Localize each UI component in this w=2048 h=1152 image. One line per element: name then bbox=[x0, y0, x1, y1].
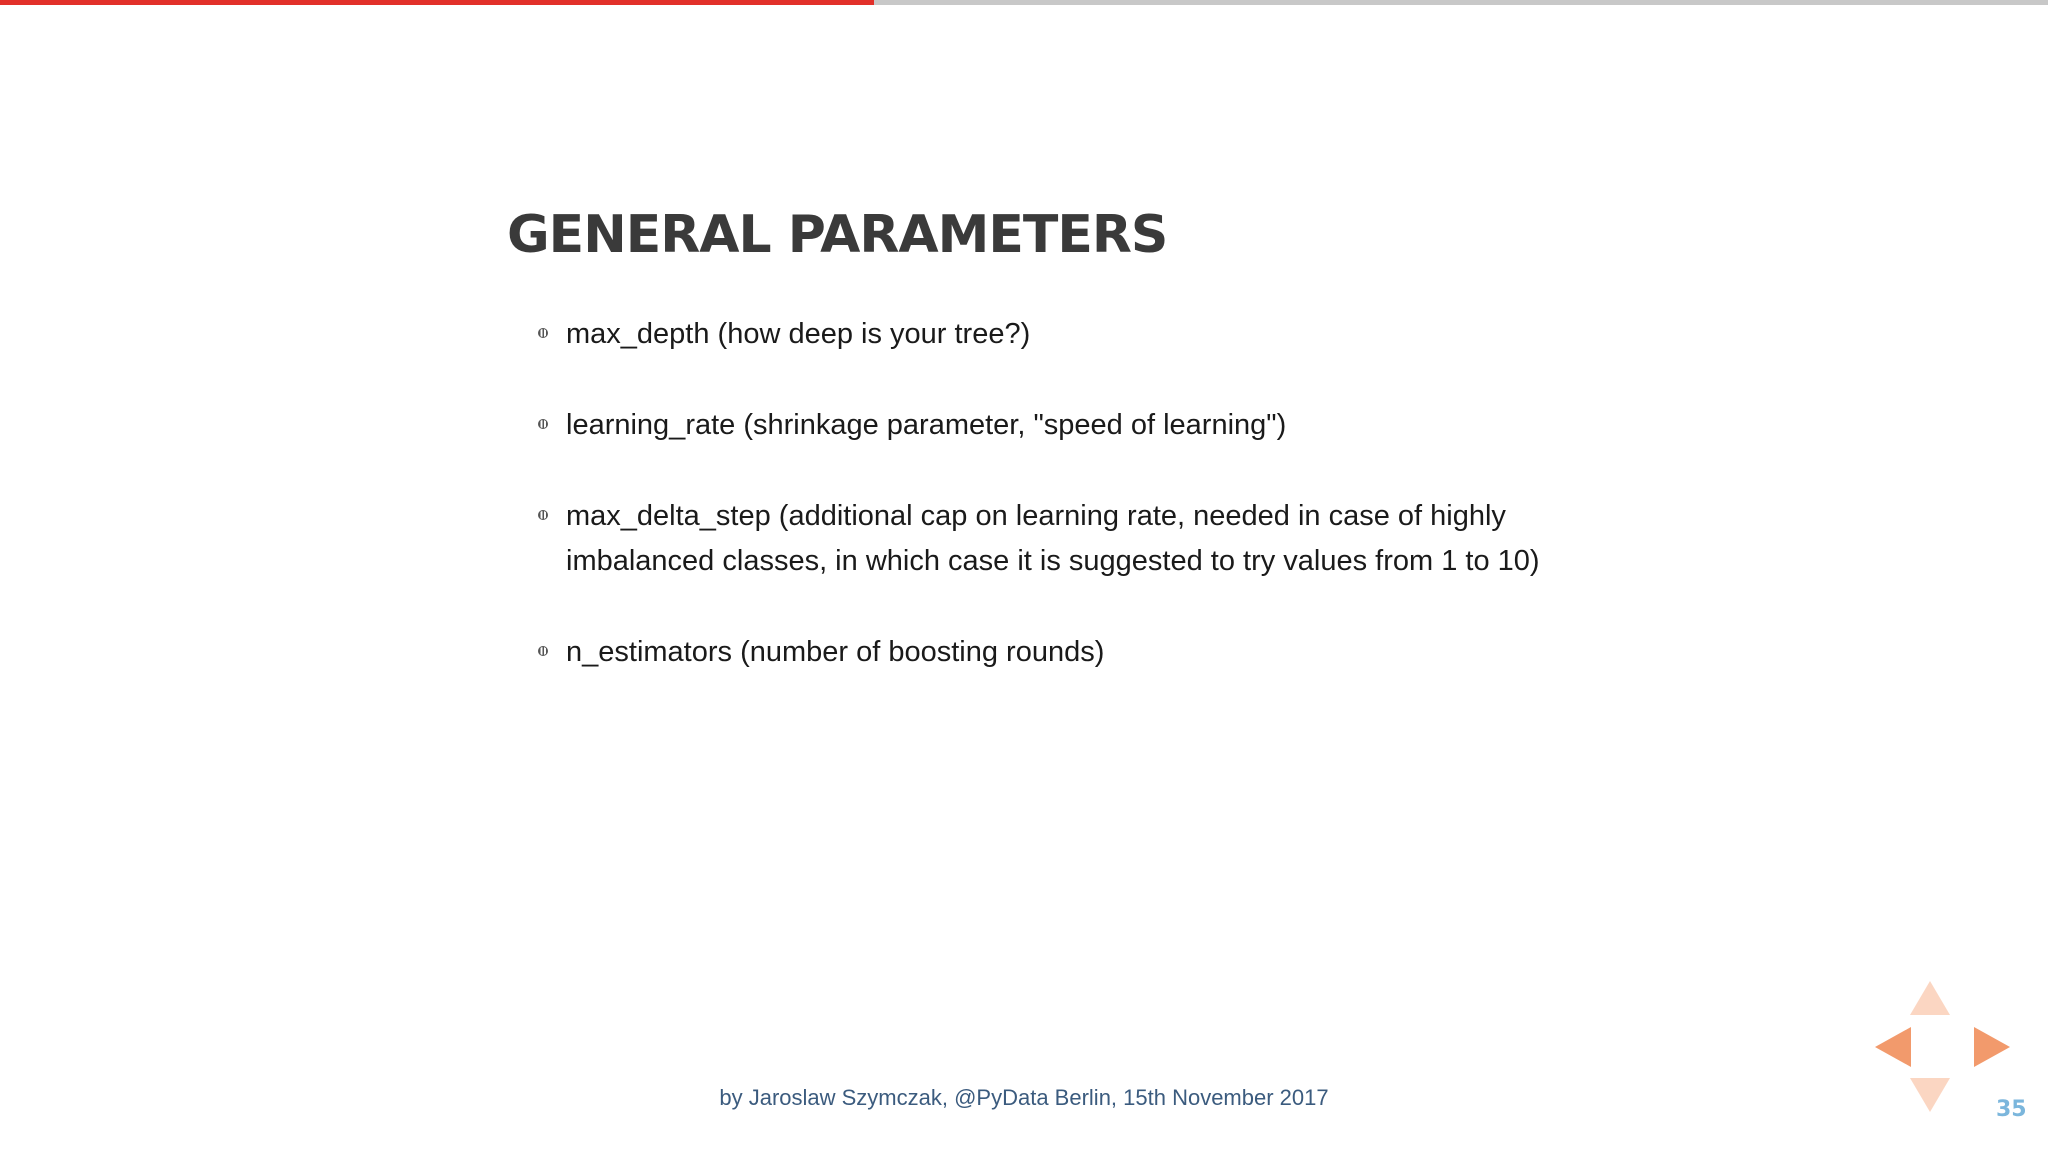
list-item bbox=[538, 403, 1638, 448]
list-item bbox=[538, 312, 1638, 357]
bullet-icon bbox=[538, 328, 548, 338]
arrow-right-icon[interactable] bbox=[1974, 1027, 2010, 1067]
progress-bar bbox=[0, 0, 2048, 5]
arrow-up-icon[interactable] bbox=[1910, 981, 1950, 1015]
bullet-text: max_delta_step (additional cap on learning rate, needed in case of highly imbalanced classes, in which case it is suggested to try values from 1 to 10) bbox=[566, 500, 1540, 577]
bullet-text: learning_rate (shrinkage parameter, "speed of learning") bbox=[566, 409, 1287, 441]
slide-number: 35 bbox=[1996, 1097, 2027, 1122]
navigation-controls bbox=[1870, 975, 1990, 1115]
footer-credit: by Jaroslaw Szymczak, @PyData Berlin, 15th November 2017 bbox=[719, 1085, 1329, 1110]
arrow-down-icon[interactable] bbox=[1910, 1078, 1950, 1112]
bullet-icon bbox=[538, 510, 548, 520]
list-item bbox=[538, 494, 1638, 584]
bullet-icon bbox=[538, 646, 548, 656]
slide-title: GENERAL PARAMETERS bbox=[507, 205, 1168, 265]
progress-bar-fill bbox=[0, 0, 874, 5]
list-item bbox=[538, 630, 1638, 675]
bullet-icon bbox=[538, 419, 548, 429]
bullet-text: max_depth (how deep is your tree?) bbox=[566, 318, 1031, 350]
bullet-list bbox=[538, 312, 1638, 721]
arrow-left-icon[interactable] bbox=[1875, 1027, 1911, 1067]
bullet-text: n_estimators (number of boosting rounds) bbox=[566, 636, 1105, 668]
